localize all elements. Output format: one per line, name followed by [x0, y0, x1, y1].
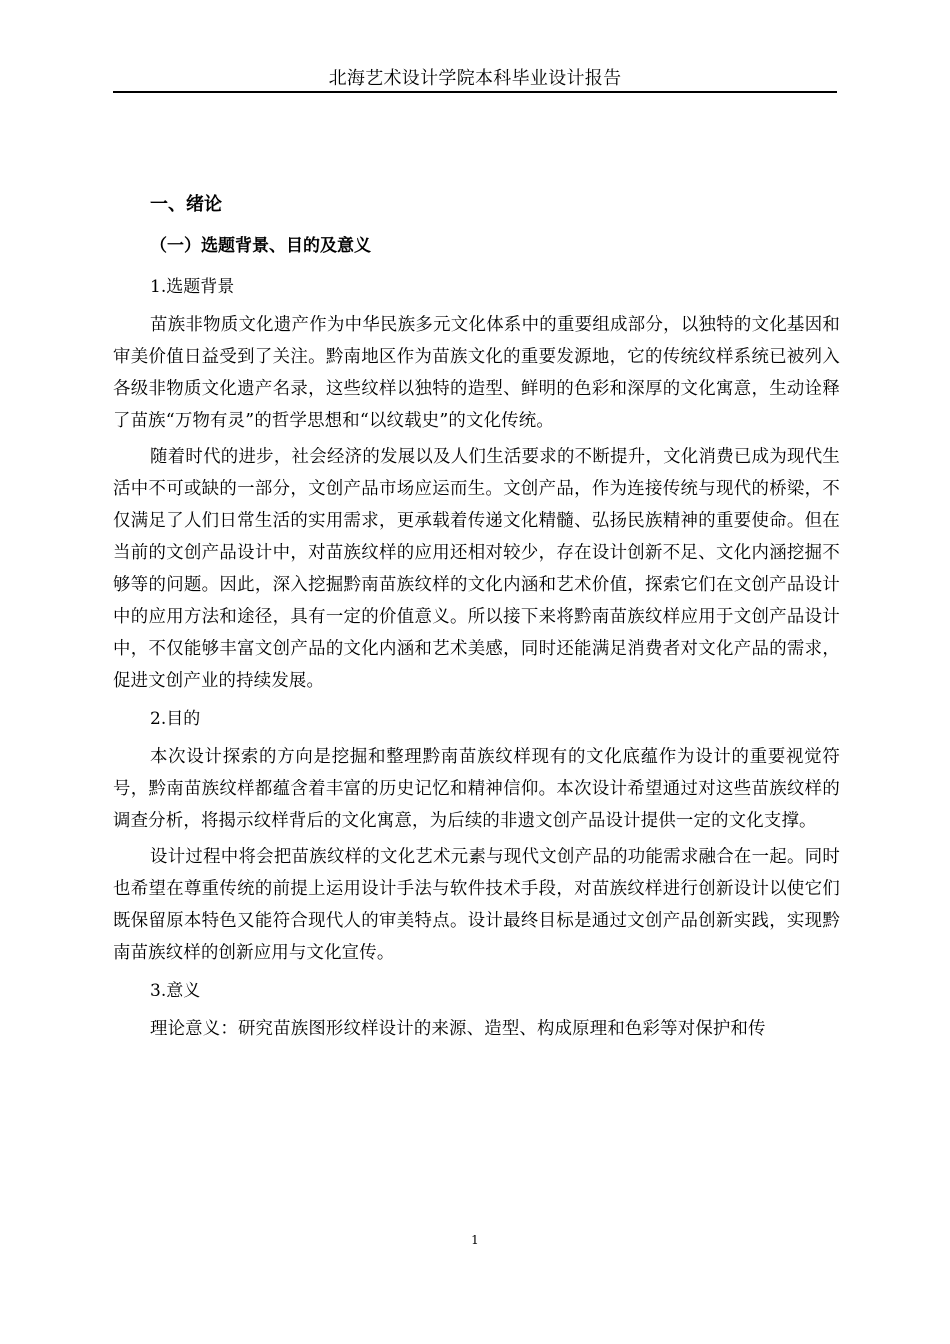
chapter-heading: 一、绪论 [150, 194, 222, 215]
paragraph: 随着时代的进步，社会经济的发展以及人们生活要求的不断提升，文化消费已成为现代生活中不可或缺的一部分，文创产品市场应运而生。文创产品，作为连接传统与现代的桥梁，不仅满足了人们日常生活的实用需求，更承载着传递文化精髓、弘扬民族精神的重要使命。但在当前的文创产品设计中，对苗族纹样的应用还相对较少，存在设计创新不足、文化内涵挖掘不够等的问题。因此，深入挖掘黔南苗族纹样的文化内涵和艺术价值，探索它们在文创产品设计中的应用方法和途径，具有一定的价值意义。所以接下来将黔南苗族纹样应用于文创产品设计中，不仅能够丰富文创产品的文化内涵和艺术美感，同时还能满足消费者对文化产品的需求，促进文创产业的持续发展。 [113, 447, 840, 691]
paragraph: 理论意义：研究苗族图形纹样设计的来源、造型、构成原理和色彩等对保护和传 [150, 1019, 766, 1039]
subsection-heading-significance: 3.意义 [150, 981, 201, 1001]
section-heading: （一）选题背景、目的及意义 [150, 236, 371, 256]
subsection-heading-background: 1.选题背景 [150, 277, 235, 297]
page-header [113, 60, 837, 93]
paragraph: 本次设计探索的方向是挖掘和整理黔南苗族纹样现有的文化底蕴作为设计的重要视觉符号，黔南苗族纹样都蕴含着丰富的历史记忆和精神信仰。本次设计希望通过对这些苗族纹样的调查分析，将揭示纹样背后的文化寓意，为后续的非遗文创产品设计提供一定的文化支撑。 [113, 747, 840, 831]
page-number: 1 [471, 1233, 479, 1247]
subsection-heading-purpose: 2.目的 [150, 709, 201, 729]
document-body [113, 187, 840, 1049]
paragraph: 苗族非物质文化遗产作为中华民族多元文化体系中的重要组成部分，以独特的文化基因和审美价值日益受到了关注。黔南地区作为苗族文化的重要发源地，它的传统纹样系统已被列入各级非物质文化遗产名录，这些纹样以独特的造型、鲜明的色彩和深厚的文化寓意，生动诠释了苗族“万物有灵”的哲学思想和“以纹载史”的文化传统。 [113, 315, 840, 431]
header-title: 北海艺术设计学院本科毕业设计报告 [328, 68, 622, 89]
paragraph: 设计过程中将会把苗族纹样的文化艺术元素与现代文创产品的功能需求融合在一起。同时也希望在尊重传统的前提上运用设计手法与软件技术手段，对苗族纹样进行创新设计以使它们既保留原本特色又能符合现代人的审美特点。设计最终目标是通过文创产品创新实践，实现黔南苗族纹样的创新应用与文化宣传。 [113, 847, 840, 963]
